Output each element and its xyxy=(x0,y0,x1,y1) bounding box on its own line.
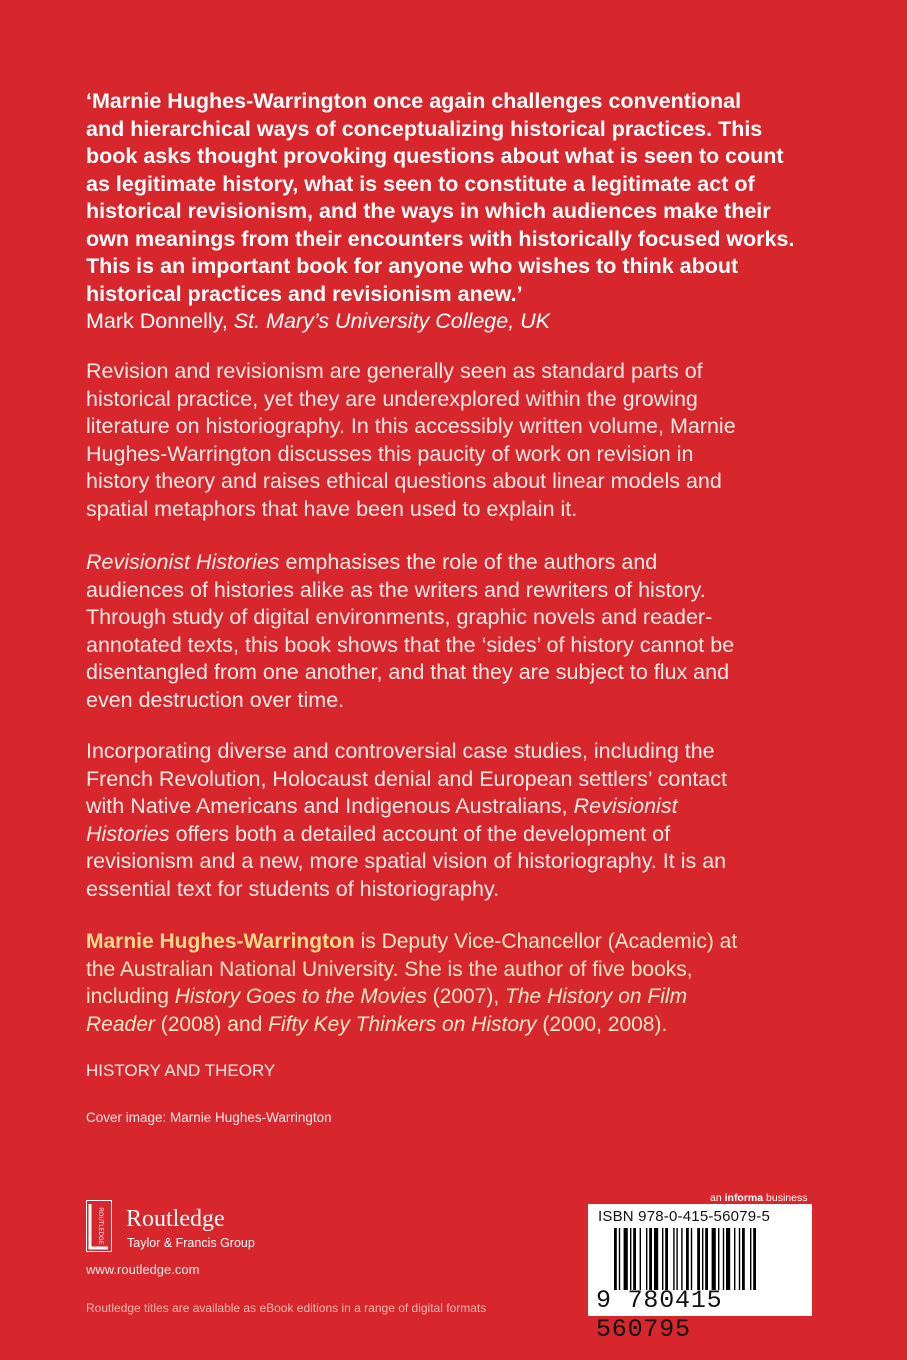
quote-line: historical practices and revisionism anew.’ xyxy=(86,281,523,306)
book-title: Revisionist Histories xyxy=(86,550,280,574)
barcode-digits: 9 780415 560795 xyxy=(596,1286,723,1344)
quote-attribution xyxy=(86,308,826,336)
barcode-bar xyxy=(624,1228,628,1290)
barcode-bar xyxy=(712,1228,716,1290)
text-line: history theory and raises ethical questions about linear models and xyxy=(86,469,722,493)
barcode-bar xyxy=(619,1228,620,1290)
isbn-barcode xyxy=(588,1204,812,1344)
text-span: business xyxy=(763,1192,808,1204)
text-line: Hughes-Warrington discusses this paucity of work on revision in xyxy=(86,441,694,466)
book-title: Fifty Key Thinkers on History xyxy=(268,1012,537,1036)
text-span: (2008) and xyxy=(154,1012,269,1036)
description-paragraph-1 xyxy=(86,358,826,523)
barcode-bar xyxy=(630,1228,631,1290)
barcode-bar xyxy=(665,1228,668,1290)
barcode-bars xyxy=(614,1228,794,1290)
text-line: revisionism and a new, more spatial vision of historiography. It is an xyxy=(86,849,727,873)
barcode-bar xyxy=(681,1228,682,1290)
barcode-bar xyxy=(662,1228,663,1290)
text-span: an xyxy=(710,1192,725,1204)
barcode-bar xyxy=(726,1228,730,1290)
quote-line: and hierarchical ways of conceptualizing historical practices. This xyxy=(86,116,763,141)
book-title: Histories xyxy=(86,821,170,846)
book-title: History Goes to the Movies xyxy=(174,985,427,1008)
text-line: Incorporating diverse and controversial case studies, including the xyxy=(86,739,715,763)
barcode-bar xyxy=(718,1228,719,1290)
barcode-bar xyxy=(646,1228,647,1290)
quote-line: ‘Marnie Hughes-Warrington once again challenges conventional xyxy=(86,89,742,113)
author-name: Marnie Hughes-Warrington xyxy=(86,930,355,953)
text-line: even destruction over time. xyxy=(86,687,345,712)
quote-line: own meanings from their encounters with historically focused works. xyxy=(86,226,795,251)
quote-line: as legitimate history, what is seen to constitute a legitimate act of xyxy=(86,171,755,196)
text-line: essential text for students of historiography. xyxy=(86,876,500,901)
text-span: (2007), xyxy=(426,985,506,1008)
barcode-bar xyxy=(723,1228,724,1290)
series-label: HISTORY AND THEORY xyxy=(86,1061,276,1080)
ebook-note: Routledge titles are available as eBook editions in a range of digital formats xyxy=(86,1301,487,1315)
text-line xyxy=(86,549,826,577)
cover-credit: Cover image: Marnie Hughes-Warrington xyxy=(86,1110,332,1125)
quote-line: historical revisionism, and the ways in which audiences make their xyxy=(86,199,771,223)
barcode-bar xyxy=(676,1228,677,1290)
barcode-bar xyxy=(739,1228,740,1290)
barcode-bar xyxy=(649,1228,652,1290)
quote-author: Mark Donnelly, xyxy=(86,309,228,333)
barcode-bar xyxy=(734,1228,735,1290)
text-span: offers both a detailed account of the development of xyxy=(169,821,671,846)
barcode-bar xyxy=(697,1228,700,1290)
description-paragraph-2 xyxy=(86,549,826,714)
barcode-bar xyxy=(640,1228,641,1290)
publisher-name: Routledge xyxy=(126,1206,225,1232)
text-line xyxy=(86,821,826,849)
text-line xyxy=(86,928,826,956)
quote-line: This is an important book for anyone who wishes to think about xyxy=(86,254,739,278)
text-line xyxy=(86,793,826,821)
isbn-label: ISBN 978-0-415-56079-5 xyxy=(598,1208,771,1225)
barcode-bar xyxy=(686,1228,689,1290)
text-line: literature on historiography. In this accessibly written volume, Marnie xyxy=(86,414,736,438)
author-bio xyxy=(86,928,826,1038)
barcode-bar xyxy=(705,1228,708,1290)
informa-tagline xyxy=(710,1192,807,1204)
book-title: Reader xyxy=(86,1012,155,1036)
routledge-logo xyxy=(86,1200,306,1256)
text-line: audiences of histories alike as the writers and rewriters of history. xyxy=(86,577,706,602)
barcode-bar xyxy=(742,1228,745,1290)
book-title: Revisionist xyxy=(573,794,678,818)
barcode-bar xyxy=(702,1228,703,1290)
publisher-url: www.routledge.com xyxy=(86,1262,200,1277)
review-quote xyxy=(86,88,826,336)
barcode-bar xyxy=(633,1228,636,1290)
text-span: (2000, 2008). xyxy=(536,1012,668,1036)
text-line xyxy=(86,983,826,1011)
text-line: the Australian National University. She is the author of five books, xyxy=(86,957,693,981)
text-span: is Deputy Vice-Chancellor (Academic) at xyxy=(354,930,738,953)
publisher-group: Taylor & Francis Group xyxy=(127,1236,255,1250)
text-span: including xyxy=(86,985,175,1008)
informa-brand: informa xyxy=(724,1192,764,1204)
quote-line: book asks thought provoking questions about what is seen to count xyxy=(86,144,784,168)
text-line: annotated texts, this book shows that the ‘sides’ of history cannot be xyxy=(86,632,735,657)
barcode-bar xyxy=(614,1228,617,1290)
routledge-mark-icon xyxy=(86,1200,112,1252)
description-paragraph-3 xyxy=(86,738,826,903)
text-line: French Revolution, Holocaust denial and European settlers’ contact xyxy=(86,766,727,791)
quote-affiliation: St. Mary’s University College, UK xyxy=(233,309,551,333)
barcode-bar xyxy=(750,1228,751,1290)
barcode-bar xyxy=(673,1228,674,1290)
svg-text:ROUTLEDGE: ROUTLEDGE xyxy=(97,1207,103,1245)
book-title: The History on Film xyxy=(505,985,688,1008)
text-line: disentangled from one another, and that they are subject to flux and xyxy=(86,660,730,684)
text-line: historical practice, yet they are underexplored within the growing xyxy=(86,386,698,411)
barcode-bar xyxy=(654,1228,658,1290)
barcode-bar xyxy=(691,1228,692,1290)
text-line: spatial metaphors that have been used to explain it. xyxy=(86,496,578,521)
text-line: Revision and revisionism are generally seen as standard parts of xyxy=(86,359,703,383)
text-span: emphasises the role of the authors and xyxy=(279,550,658,574)
text-line: Through study of digital environments, graphic novels and reader- xyxy=(86,605,713,629)
text-line xyxy=(86,1011,826,1039)
barcode-bar xyxy=(753,1228,756,1290)
text-span: with Native Americans and Indigenous Australians, xyxy=(86,794,574,818)
